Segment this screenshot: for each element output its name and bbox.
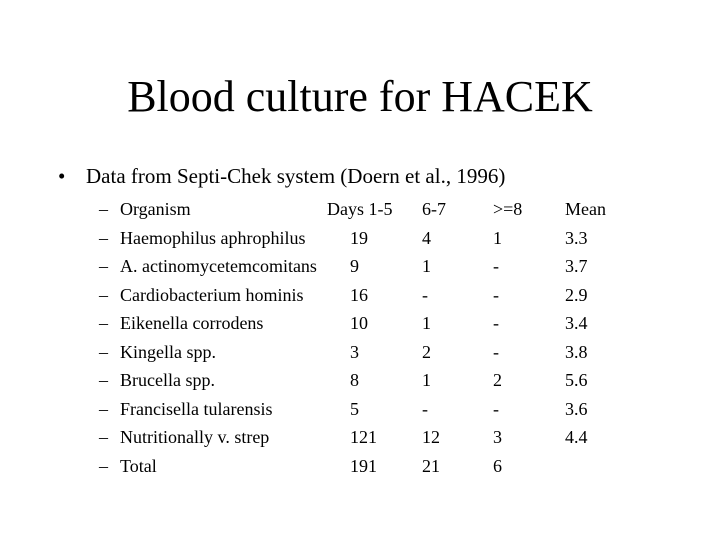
cell-days-1-5: 5 — [350, 398, 359, 419]
cell-days-1-5: 16 — [350, 284, 368, 305]
sub-bullet-dash: – — [99, 370, 108, 390]
cell-mean: 3.4 — [565, 313, 588, 333]
header-days-1-5: Days 1-5 — [327, 199, 393, 219]
cell-days-1-5: 9 — [350, 256, 359, 276]
bullet-text: Data from Septi-Chek system (Doern et al., 1996) — [86, 164, 506, 188]
cell-days-1-5: 10 — [350, 313, 368, 333]
cell-mean: 4.4 — [565, 427, 588, 447]
cell-days-8-plus: - — [493, 398, 499, 419]
table-row — [0, 252, 720, 280]
table-row — [0, 423, 720, 451]
cell-days-6-7: 1 — [422, 313, 431, 333]
cell-days-8-plus: 2 — [493, 370, 502, 390]
cell-days-8-plus: - — [493, 313, 499, 333]
sub-bullet-dash: – — [99, 455, 108, 476]
table-header-row — [0, 195, 720, 223]
sub-bullet-dash: – — [99, 341, 108, 362]
sub-bullet-dash: – — [99, 427, 108, 447]
sub-bullet-dash: – — [99, 398, 108, 419]
header-mean: Mean — [565, 199, 606, 219]
cell-mean: 3.8 — [565, 341, 588, 362]
cell-days-8-plus: 6 — [493, 455, 502, 476]
slide-title: Blood culture for HACEK — [127, 72, 593, 121]
cell-days-8-plus: - — [493, 256, 499, 276]
table-row — [0, 281, 720, 309]
sub-bullet-dash: – — [99, 284, 108, 305]
cell-days-1-5: 8 — [350, 370, 359, 390]
cell-days-1-5: 19 — [350, 227, 368, 248]
cell-days-6-7: 1 — [422, 256, 431, 276]
cell-days-8-plus: - — [493, 341, 499, 362]
cell-days-6-7: 2 — [422, 341, 431, 362]
cell-days-6-7: 12 — [422, 427, 440, 447]
cell-organism: Nutritionally v. strep — [120, 427, 270, 447]
main-bullet — [58, 162, 505, 190]
cell-days-6-7: 4 — [422, 227, 431, 248]
table-row — [0, 452, 720, 480]
cell-days-6-7: - — [422, 284, 428, 305]
sub-bullet-dash: – — [99, 256, 108, 276]
cell-days-1-5: 121 — [350, 427, 377, 447]
sub-bullet-dash: – — [99, 227, 108, 248]
cell-organism: A. actinomycetemcomitans — [120, 256, 317, 276]
table-row — [0, 395, 720, 423]
sub-bullet-dash: – — [99, 313, 108, 333]
cell-mean: 2.9 — [565, 284, 588, 305]
header-organism: Organism — [120, 199, 191, 219]
cell-organism: Brucella spp. — [120, 370, 215, 390]
table-row — [0, 338, 720, 366]
cell-days-8-plus: - — [493, 284, 499, 305]
cell-days-6-7: 21 — [422, 455, 440, 476]
cell-days-1-5: 3 — [350, 341, 359, 362]
cell-days-6-7: - — [422, 398, 428, 419]
table-row — [0, 309, 720, 337]
cell-days-8-plus: 3 — [493, 427, 502, 447]
cell-days-6-7: 1 — [422, 370, 431, 390]
bullet-dot: • — [58, 164, 66, 188]
cell-mean: 5.6 — [565, 370, 588, 390]
cell-mean: 3.3 — [565, 227, 588, 248]
cell-organism: Cardiobacterium hominis — [120, 284, 304, 305]
header-days-8-plus: >=8 — [493, 199, 523, 219]
cell-mean: 3.7 — [565, 256, 588, 276]
cell-organism: Kingella spp. — [120, 341, 216, 362]
cell-days-8-plus: 1 — [493, 227, 502, 248]
sub-bullet-dash: – — [99, 199, 108, 219]
cell-mean: 3.6 — [565, 398, 588, 419]
table-row — [0, 224, 720, 252]
cell-organism: Eikenella corrodens — [120, 313, 264, 333]
header-days-6-7: 6-7 — [422, 199, 446, 219]
cell-days-1-5: 191 — [350, 455, 377, 476]
table-row — [0, 366, 720, 394]
cell-organism: Total — [120, 455, 157, 476]
cell-organism: Haemophilus aphrophilus — [120, 227, 306, 248]
cell-organism: Francisella tularensis — [120, 398, 273, 419]
